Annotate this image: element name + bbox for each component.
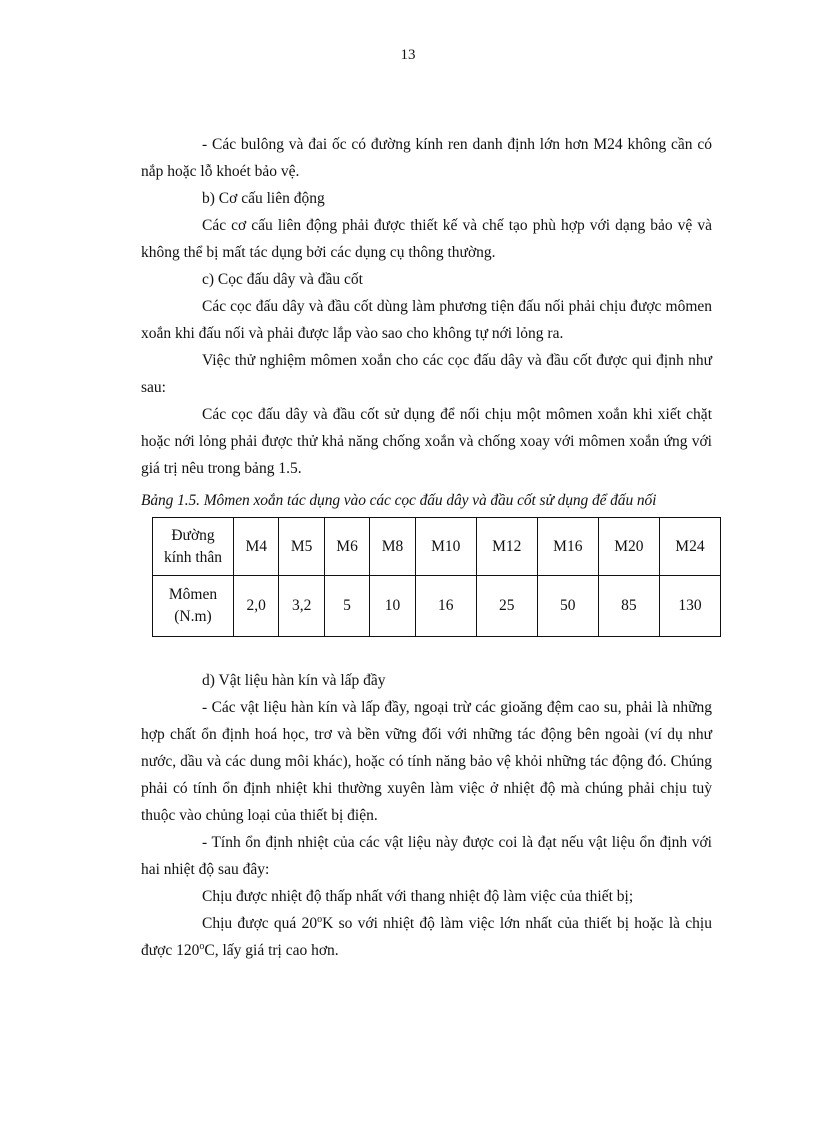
table-cell: 10 [370,576,415,637]
paragraph-thermal-stability: - Tính ổn định nhiệt của các vật liệu này được coi là đạt nếu vật liệu ổn định với hai nhiệt độ sau đây: [141,834,712,878]
table-cell: M12 [476,518,537,576]
table-cell: M8 [370,518,415,576]
heading-interlock: b) Cơ cấu liên động [202,190,325,207]
paragraph-bolts: - Các bulông và đai ốc có đường kính ren danh định lớn hơn M24 không cần có nắp hoặc lỗ khoét bảo vệ. [141,136,712,180]
row-header-diameter: Đường kính thân [153,518,234,576]
paragraph-terminals: Các cọc đấu dây và đầu cốt dùng làm phương tiện đấu nối phải chịu được mômen xoắn khi đấu nối và phải được lắp vào sao cho không tự nới lỏng ra. [141,298,712,342]
table-row-diameter [153,518,721,576]
table-row-torque [153,576,721,637]
table-cell: M4 [234,518,279,576]
table-cell: M16 [537,518,598,576]
table-cell: 3,2 [279,576,324,637]
table-cell: M6 [324,518,369,576]
paragraph-torque-detail: Các cọc đấu dây và đầu cốt sử dụng để nối chịu một mômen xoắn khi xiết chặt hoặc nới lỏng phải được thử khả năng chống xoắn và chống xoay với mômen xoắn ứng với giá trị nêu trong bảng 1.5. [141,406,712,477]
table-cell: M10 [415,518,476,576]
row-header-torque: Mômen (N.m) [153,576,234,637]
paragraph-max-temp: Chịu được quá 20$^o$K so với nhiệt độ làm việc lớn nhất của thiết bị hoặc là chịu được 120$^o$C, lấy giá trị cao hơn. [141,913,712,959]
table-cell: 16 [415,576,476,637]
page-number: 13 [400,47,416,63]
table-cell: 130 [659,576,720,637]
table-cell: 2,0 [234,576,279,637]
heading-terminals: c) Cọc đấu dây và đầu cốt [202,271,363,288]
paragraph-min-temp: Chịu được nhiệt độ thấp nhất với thang nhiệt độ làm việc của thiết bị; [202,888,634,905]
table-cell: M5 [279,518,324,576]
table-cell: 25 [476,576,537,637]
torque-table [152,517,721,637]
table-caption: Bảng 1.5. Mômen xoắn tác dụng vào các cọc đấu dây và đầu cốt sử dụng để đấu nối [141,492,657,509]
table-cell: 85 [598,576,659,637]
table-cell: 5 [324,576,369,637]
document-body [141,131,712,964]
table-cell: M20 [598,518,659,576]
paragraph-sealing-materials: - Các vật liệu hàn kín và lấp đầy, ngoại trừ các gioăng đệm cao su, phải là những hợp chất ổn định hoá học, trơ và bền vững đối với những tác động bên ngoài (ví dụ như nước, dầu và các dung môi khác), hoặc có tính năng bảo vệ khỏi những tác động đó. Chúng phải có tính ổn định nhiệt khi thường xuyên làm việc ở nhiệt độ mà chúng phải chịu tuỳ thuộc vào chủng loại của thiết bị điện. [141,699,712,824]
paragraph-torque-test: Việc thử nghiệm mômen xoắn cho các cọc đấu dây và đầu cốt được qui định như sau: [141,352,712,396]
heading-sealing: d) Vật liệu hàn kín và lấp đầy [202,672,386,689]
table-cell: 50 [537,576,598,637]
paragraph-interlock: Các cơ cấu liên động phải được thiết kế và chế tạo phù hợp với dạng bảo vệ và không thể bị mất tác dụng bởi các dụng cụ thông thường. [141,217,712,261]
table-cell: M24 [659,518,720,576]
